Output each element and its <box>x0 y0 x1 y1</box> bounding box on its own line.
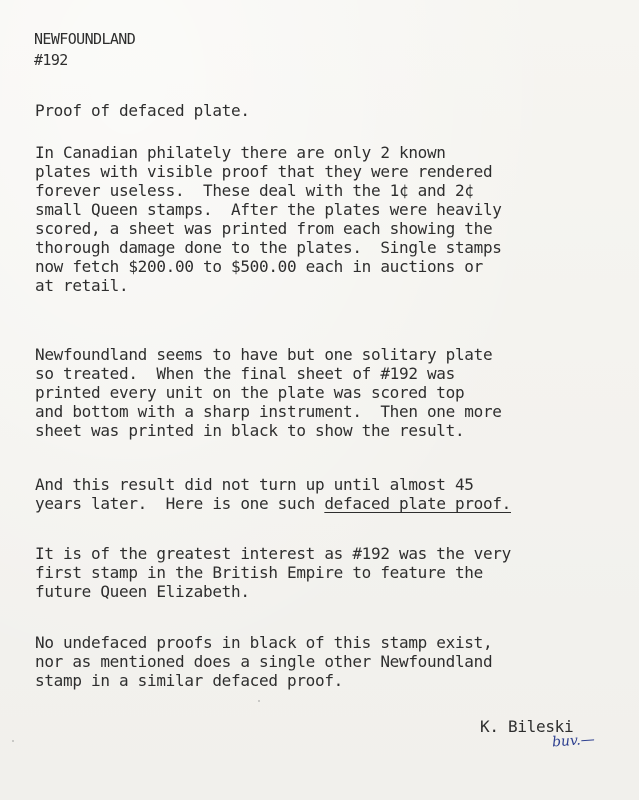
paragraph-1-line-2: plates with visible proof that they were rendered <box>35 162 493 181</box>
subject-line: Proof of defaced plate. <box>35 101 250 120</box>
header-catalog-number: #192 <box>34 51 68 69</box>
paragraph-5-line-2: nor as mentioned does a single other Newfoundland <box>35 652 493 671</box>
paragraph-3-line-2 <box>35 494 511 513</box>
header-country: NEWFOUNDLAND <box>34 30 136 48</box>
paragraph-3-line-1: And this result did not turn up until almost 45 <box>35 475 474 494</box>
paragraph-5-line-1: No undefaced proofs in black of this stamp exist, <box>35 633 493 652</box>
paragraph-2-line-4: and bottom with a sharp instrument. Then one more <box>35 402 502 421</box>
paragraph-2-line-2: so treated. When the final sheet of #192 was <box>35 364 455 383</box>
paper-speck <box>258 700 260 702</box>
paragraph-2-line-3: printed every unit on the plate was scored top <box>35 383 465 402</box>
typed-signature: K. Bileski <box>480 717 574 736</box>
paper-speck <box>12 740 14 742</box>
paragraph-1-line-1: In Canadian philately there are only 2 known <box>35 143 446 162</box>
paragraph-2-line-5: sheet was printed in black to show the result. <box>35 421 465 440</box>
paragraph-1-line-4: small Queen stamps. After the plates were heavily <box>35 200 502 219</box>
paragraph-4-line-1: It is of the greatest interest as #192 was the very <box>35 544 511 563</box>
defaced-plate-proof-underlined: defaced plate proof. <box>324 494 511 513</box>
paragraph-1-line-5: scored, a sheet was printed from each showing the <box>35 219 493 238</box>
paragraph-1-line-7: now fetch $200.00 to $500.00 each in auctions or <box>35 257 483 276</box>
paragraph-2-line-1: Newfoundland seems to have but one solitary plate <box>35 345 493 364</box>
paragraph-5-line-3: stamp in a similar defaced proof. <box>35 671 343 690</box>
handwritten-initials: buv.— <box>551 731 596 751</box>
paragraph-1-line-6: thorough damage done to the plates. Single stamps <box>35 238 502 257</box>
paragraph-4-line-3: future Queen Elizabeth. <box>35 582 250 601</box>
paragraph-1-line-3: forever useless. These deal with the 1¢ and 2¢ <box>35 181 474 200</box>
paragraph-3-line-2-text: years later. Here is one such <box>35 494 325 513</box>
paragraph-4-line-2: first stamp in the British Empire to feature the <box>35 563 483 582</box>
paragraph-1-line-8: at retail. <box>35 276 129 295</box>
